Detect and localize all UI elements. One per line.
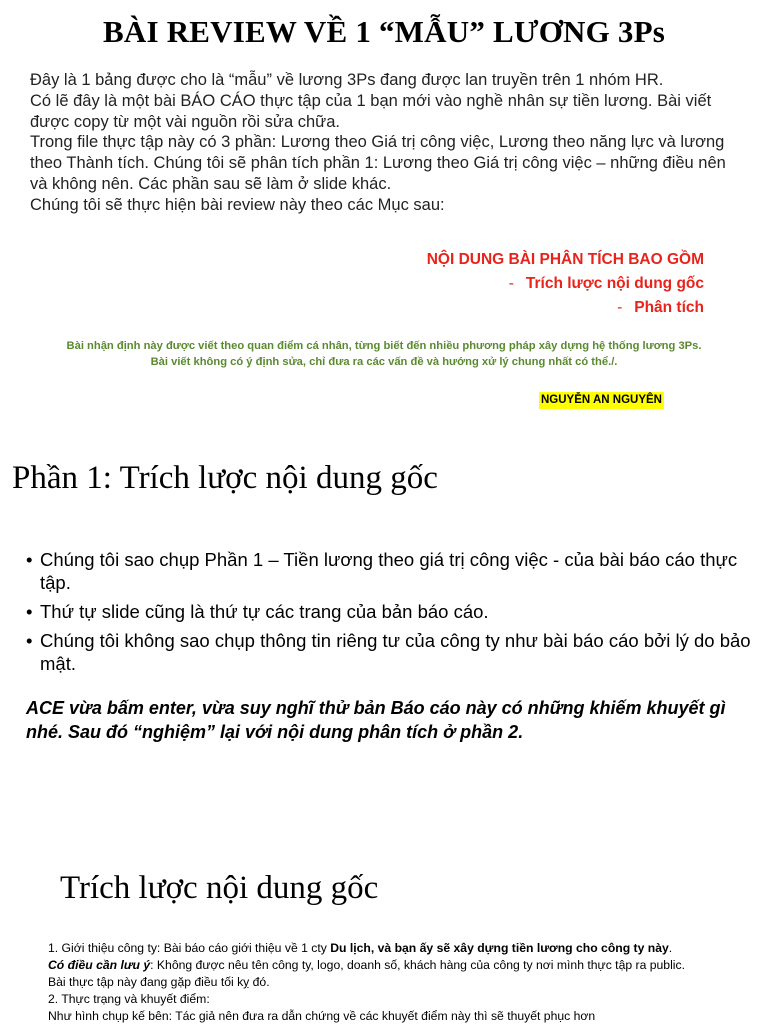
bullet-text: Thứ tự slide cũng là thứ tự các trang của bản báo cáo.	[40, 601, 489, 622]
slide-title: Trích lược nội dung gốc	[60, 870, 379, 906]
bullet-text: Chúng tôi không sao chụp thông tin riêng tư của công ty như bài báo cáo bởi lý do bảo mật.	[40, 630, 751, 674]
bullet-text: Chúng tôi sao chụp Phần 1 – Tiền lương theo giá trị công việc - của bài báo cáo thực tập.	[40, 549, 738, 593]
slide-title: BÀI REVIEW VỀ 1 “MẪU” LƯƠNG 3Ps	[103, 14, 665, 49]
note-label: Có điều cần lưu ý	[48, 958, 151, 972]
bullet-icon: •	[26, 601, 33, 622]
excerpt-text-bold: Du lịch, và bạn ấy sẽ xây dựng tiền lương cho công ty này	[330, 941, 669, 955]
note-line: Bài viết không có ý định sửa, chỉ đưa ra các vấn đề và hướng xử lý chung nhất có thể./.	[150, 356, 618, 368]
bullet-icon: •	[26, 630, 33, 651]
bullet-list	[26, 548, 756, 681]
slide-review-intro	[0, 0, 768, 430]
slide-original-excerpt	[0, 840, 768, 1024]
toc-item	[427, 272, 704, 296]
excerpt-text-end: .	[668, 941, 673, 955]
bullet-icon: •	[26, 549, 33, 570]
dash-icon: -	[508, 275, 514, 292]
dash-icon: -	[617, 299, 623, 316]
excerpt-line	[48, 957, 748, 974]
intro-line: Trong file thực tập này có 3 phần: Lương theo Giá trị công việc, Lương theo năng lực và lương theo Thành tích. Chúng tôi sẽ phân tích phần 1: Lương theo Giá trị công việc – những điều nên và không nên. Các phần sau sẽ làm ở slide khác.	[30, 133, 726, 193]
excerpt-line: Như hình chụp kế bên: Tác giả nên đưa ra dẫn chứng về các khuyết điểm này thì sẽ thuyết phục hơn	[48, 1009, 596, 1023]
list-item	[26, 629, 756, 675]
emphasis-text: ACE vừa bấm enter, vừa suy nghĩ thử bản Báo cáo này có những khiếm khuyết gì nhé. Sau đó “nghiệm” lại với nội dung phân tích ở phần 2.	[26, 698, 726, 742]
disclaimer-note	[0, 338, 768, 370]
intro-text	[30, 70, 745, 216]
intro-line: Có lẽ đây là một bài BÁO CÁO thực tập của 1 bạn mới vào nghề nhân sự tiền lương. Bài viết được copy từ một vài nguồn rồi sửa chữa.	[30, 91, 712, 131]
list-item	[26, 600, 756, 623]
toc-item-label: Phân tích	[634, 299, 704, 316]
slide-part1-summary	[0, 430, 768, 840]
table-of-contents	[427, 248, 704, 320]
excerpt-text-plain: 1. Giới thiệu công ty: Bài báo cáo giới thiệu về 1 cty	[48, 941, 331, 955]
excerpt-line	[48, 940, 748, 957]
intro-line: Chúng tôi sẽ thực hiện bài review này theo các Mục sau:	[30, 195, 445, 214]
excerpt-text	[48, 940, 748, 1025]
toc-item	[427, 296, 704, 320]
slide-title: Phần 1: Trích lược nội dung gốc	[12, 460, 438, 496]
excerpt-line: Bài thực tập này đang gặp điều tối kỵ đó.	[48, 975, 270, 989]
author-name: NGUYỄN AN NGUYÊN	[539, 392, 664, 409]
list-item	[26, 548, 756, 594]
toc-heading: NỘI DUNG BÀI PHÂN TÍCH BAO GỒM	[426, 251, 704, 268]
note-line: Bài nhận định này được viết theo quan điểm cá nhân, từng biết đến nhiều phương pháp xây dựng hệ thống lương 3Ps.	[66, 340, 702, 352]
intro-line: Đây là 1 bảng được cho là “mẫu” về lương 3Ps đang được lan truyền trên 1 nhóm HR.	[30, 71, 664, 89]
excerpt-line: 2. Thực trạng và khuyết điểm:	[48, 992, 210, 1006]
toc-item-label: Trích lược nội dung gốc	[525, 275, 704, 292]
note-text: : Không được nêu tên công ty, logo, doanh số, khách hàng của công ty nơi mình thực tập ra public.	[150, 958, 685, 972]
